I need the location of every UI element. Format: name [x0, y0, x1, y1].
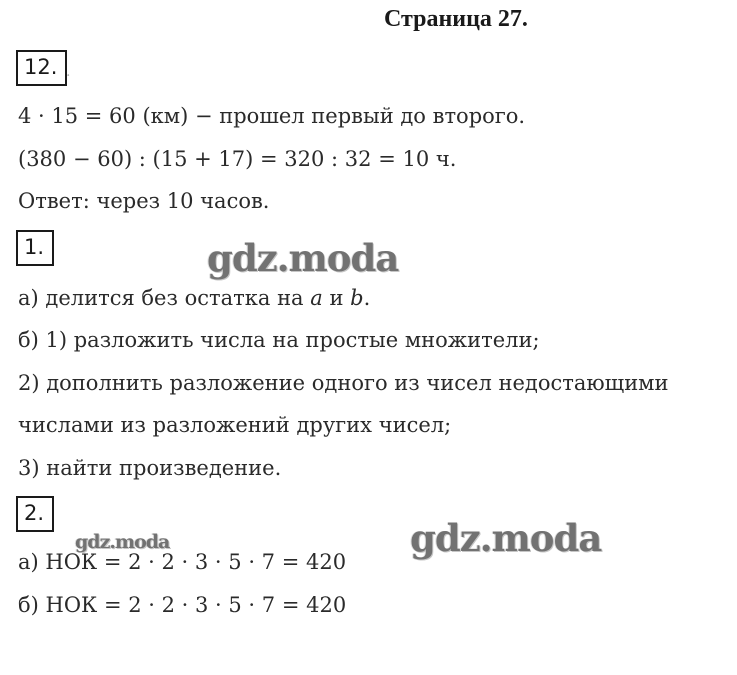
task-12-line-2: (380 − 60) : (15 + 17) = 320 : 32 = 10 ч. [18, 147, 457, 171]
page-title: Страница 27. [384, 6, 528, 32]
and-word: и [322, 286, 351, 310]
watermark-small: gdz.moda [75, 531, 170, 553]
period: . [363, 286, 371, 310]
task-number-1: 1. [24, 235, 45, 259]
task-number-2: 2. [24, 501, 45, 525]
task-2-line-a: а) НОК = 2 · 2 · 3 · 5 · 7 = 420 [18, 550, 347, 574]
task-number-box-12 [16, 50, 67, 86]
variable-b: b [350, 286, 364, 310]
task-number-box-1 [16, 230, 54, 266]
task-number-box-2 [16, 496, 54, 532]
task-1-line-b2: 2) дополнить разложение одного из чисел недостающими [18, 371, 669, 395]
task-2-line-b: б) НОК = 2 · 2 · 3 · 5 · 7 = 420 [18, 593, 347, 617]
task-1-line-a-text: а) делится без остатка на [18, 286, 311, 310]
task-1-line-b4: 3) найти произведение. [18, 456, 282, 480]
task-1-line-a [18, 288, 370, 309]
task-number-12: 12. [24, 55, 58, 79]
variable-a: a [310, 286, 323, 310]
task-1-line-b: б) 1) разложить числа на простые множители; [18, 328, 540, 352]
task-1-line-b3: числами из разложений других чисел; [18, 413, 452, 437]
decorative-dot: . [66, 64, 71, 80]
task-12-answer: Ответ: через 10 часов. [18, 189, 270, 213]
task-12-line-1: 4 · 15 = 60 (км) − прошел первый до второго. [18, 104, 526, 128]
watermark-bottom: gdz.moda [410, 516, 602, 560]
watermark-top: gdz.moda [207, 236, 399, 280]
